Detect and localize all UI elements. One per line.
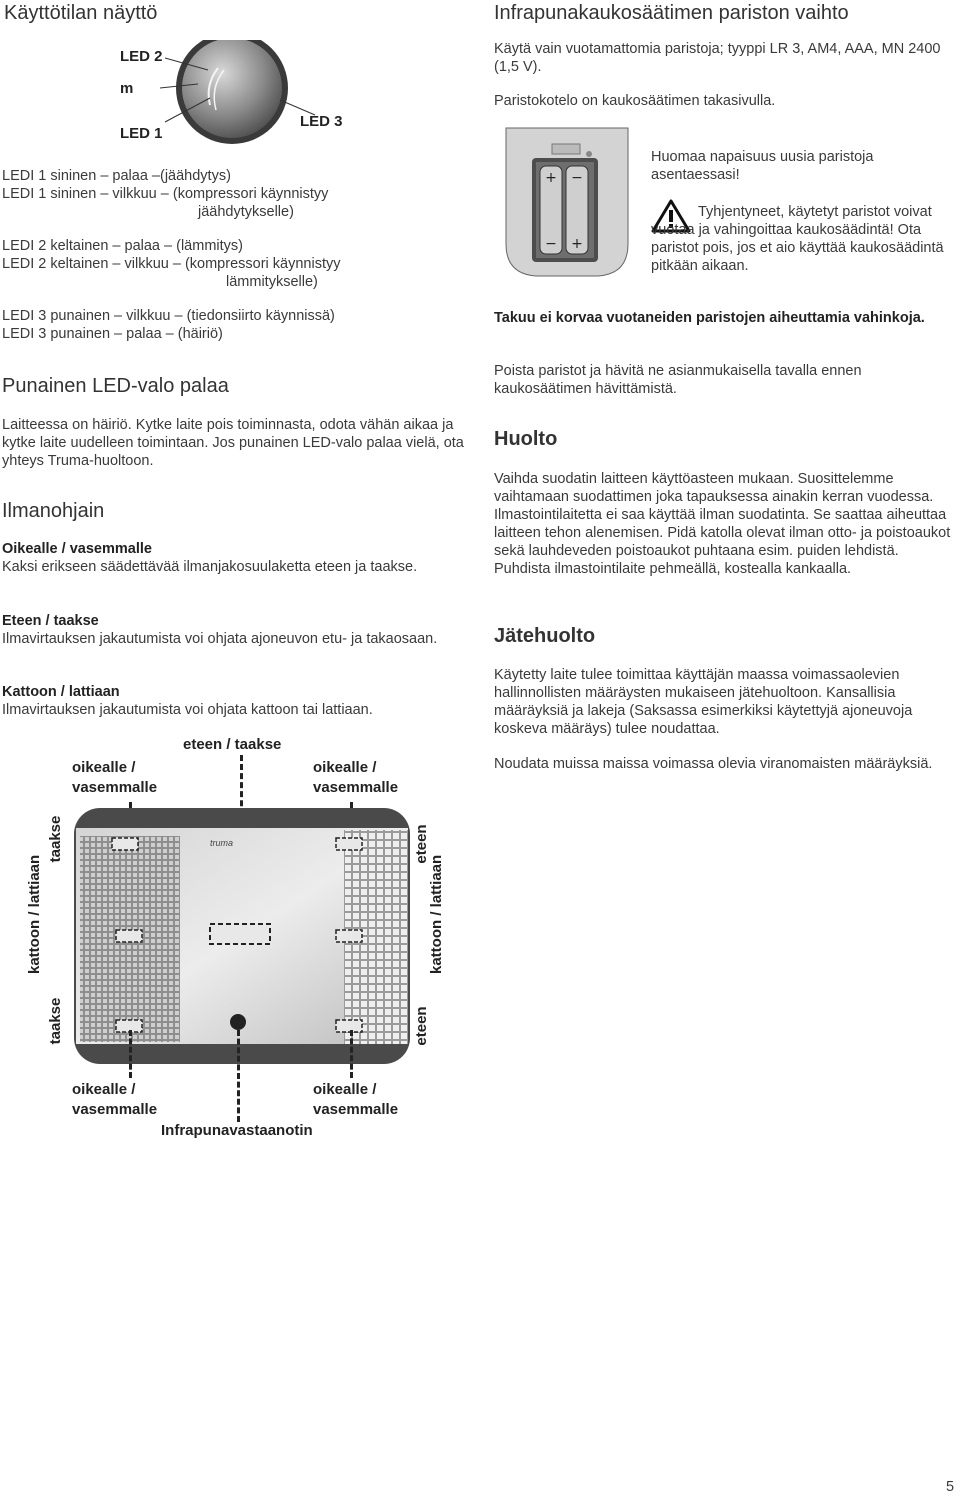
waste-text: Käytetty laite tulee toimittaa käyttäjän maassa voimassaolevien hallinnollisten määräysten mukaiseen jätehuoltoon. Kansallisia määräyksiä ja lakeja (Saksassa esimerkiksi käytettyjä ajoneuvoja koskeva määräys) tulee noudattaa. (494, 667, 913, 737)
page-number: 5 (946, 1479, 955, 1495)
waste-heading: Jätehuolto (494, 625, 596, 647)
led1-label: LED 1 (120, 125, 163, 142)
diagram-label-top-right: oikealle / vasemmalle (313, 759, 399, 796)
red-led-heading: Punainen LED-valo palaa (2, 375, 229, 397)
svg-text:+: + (545, 170, 557, 186)
diagram-label-left-bottom: taakse (47, 997, 64, 1045)
diagram-label-left-top: taakse (47, 815, 64, 863)
led3-label: LED 3 (300, 113, 343, 130)
service-heading: Huolto (494, 428, 558, 450)
polarity-note: Huomaa napaisuus uusia paristoja asentaessasi! (651, 149, 874, 183)
warranty-note: Takuu ei korvaa vuotaneiden paristojen aiheuttamia vahinkoja. (494, 310, 925, 326)
air-section-heading: Kattoon / lattiaan (2, 684, 120, 700)
air-section-heading: Eteen / taakse (2, 613, 99, 629)
m-label: m (120, 80, 134, 97)
air-section-heading: Oikealle / vasemmalle (2, 541, 152, 557)
diagram-label-right-top: eteen (413, 824, 430, 864)
battery-warning-text: Tyhjentyneet, käytetyt paristot voivat vuotaa ja vahingoittaa kaukosäädintä! Ota paristot pois, jos et aio käyttää kaukosäädintä pitkään aikaan. (651, 204, 944, 274)
led-line: lämmitykselle) (226, 274, 318, 290)
led-line: LEDI 3 punainen – vilkkuu – (tiedonsiirto käynnissä) (2, 308, 335, 324)
dashed-guide-bottom-left (129, 1030, 132, 1078)
diagram-label-top-left: oikealle / vasemmalle (72, 759, 158, 796)
diagram-label-right-mid: kattoon / lattiaan (428, 854, 445, 974)
dashed-guide-bottom-center (237, 1030, 240, 1122)
waste-text-other-countries: Noudata muissa maissa voimassa olevia viranomaisten määräyksiä. (494, 756, 933, 772)
led-line: LEDI 2 keltainen – palaa – (lämmitys) (2, 238, 243, 254)
remote-battery-compartment-illustration (494, 124, 639, 282)
service-text: Vaihda suodatin laitteen käyttöasteen mukaan. Suosittelemme vaihtamaan suodattimen joka tapauksessa ainakin kerran vuodessa. Ilmastointilaitetta ei saa käyttää ilman suodatinta. Se saattaa aiheuttaa laitteen tehon alenemisen. Pidä katolla olevat ilman otto- ja poistoaukot sekä lauhdeveden poistoaukot puhtaana esim. puiden lehdistä. Puhdista ilmastointilaite pehmeällä, kostealla kankaalla. (494, 471, 951, 577)
svg-text:+: + (571, 236, 583, 252)
led-line: jäähdytykselle) (198, 204, 294, 220)
disposal-text: Poista paristot ja hävitä ne asianmukaisella tavalla ennen kaukosäätimen hävittämistä. (494, 363, 862, 397)
led2-label: LED 2 (120, 48, 163, 65)
brand-logo: truma (210, 838, 234, 848)
battery-heading: Infrapunakaukosäätimen pariston vaihto (494, 2, 849, 24)
diagram-label-left-mid: kattoon / lattiaan (26, 854, 43, 974)
air-section-text: Ilmavirtauksen jakautumista voi ohjata kattoon tai lattiaan. (2, 702, 373, 718)
red-led-text: Laitteessa on häiriö. Kytke laite pois toiminnasta, odota vähän aikaa ja kytke laite uudelleen toimintaan. Jos punainen LED-valo palaa vielä, ota yhteys Truma-huoltoon. (2, 417, 464, 469)
air-distributor-illustration (72, 800, 412, 1070)
section-title-display: Käyttötilan näyttö (4, 2, 158, 24)
svg-text:−: − (545, 236, 557, 252)
led-line: LEDI 2 keltainen – vilkkuu – (kompressori käynnistyy (2, 256, 341, 272)
diagram-label-bottom-left: oikealle / vasemmalle (72, 1081, 158, 1118)
diagram-label-bottom-right: oikealle / vasemmalle (313, 1081, 399, 1118)
air-section-text: Kaksi erikseen säädettävää ilmanjakosuulaketta eteen ja taakse. (2, 559, 418, 575)
led-line: LEDI 3 punainen – palaa – (häiriö) (2, 326, 223, 342)
battery-location-text: Paristokotelo on kaukosäätimen takasivulla. (494, 93, 776, 109)
air-section-text: Ilmavirtauksen jakautumista voi ohjata ajoneuvon etu- ja takaosaan. (2, 631, 438, 647)
led-line: LEDI 1 sininen – vilkkuu – (kompressori käynnistyy (2, 186, 329, 202)
diagram-label-right-bottom: eteen (413, 1006, 430, 1046)
diagram-label-top-center: eteen / taakse (183, 736, 282, 753)
air-control-heading: Ilmanohjain (2, 500, 105, 522)
battery-type-text: Käytä vain vuotamattomia paristoja; tyyppi LR 3, AM4, AAA, MN 2400 (1,5 V). (494, 41, 941, 75)
led-line: LEDI 1 sininen – palaa –(jäähdytys) (2, 168, 231, 184)
diagram-label-bottom-center: Infrapunavastaanotin (161, 1122, 313, 1139)
svg-text:−: − (571, 170, 583, 186)
dashed-guide-bottom-right (350, 1030, 353, 1078)
